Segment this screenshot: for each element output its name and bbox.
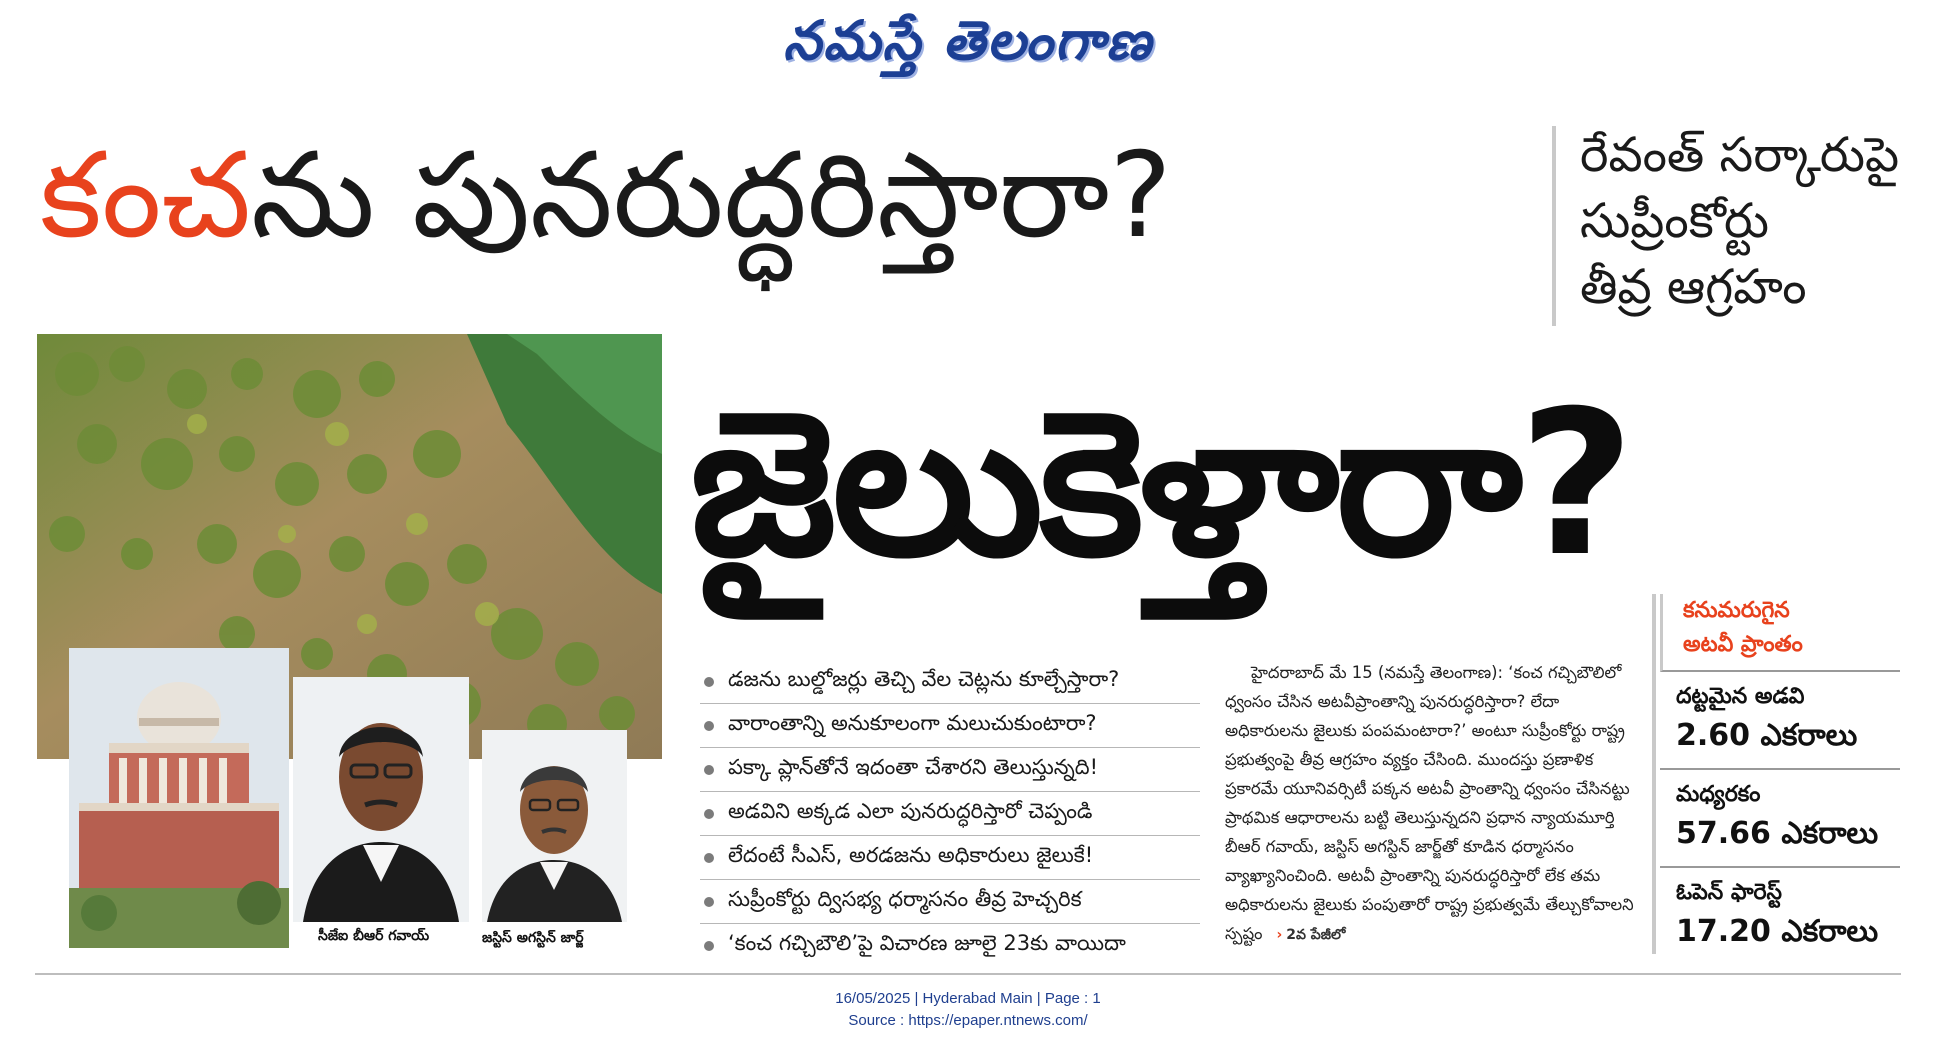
supreme-court-photo (69, 648, 289, 948)
footer-divider (35, 973, 1901, 975)
side-deck-line: తీవ్ర ఆగ్రహం (1580, 259, 1807, 315)
arrow-right-icon: › (1276, 927, 1283, 943)
list-item (700, 836, 1200, 880)
cji-caption: సీజేఐ బీఆర్ గవాయ్ (318, 928, 430, 944)
kicker-rest: ను పునరుద్ధరిస్తారా? (251, 126, 1172, 264)
list-item (700, 792, 1200, 836)
side-deck (1580, 122, 1920, 320)
fact-label: ఓపెన్ ఫారెస్ట్ (1676, 880, 1782, 905)
bullet-dot-icon (704, 941, 714, 951)
jump-link[interactable] (1276, 927, 1345, 943)
bullet-dot-icon (704, 853, 714, 863)
bullet-text: అడవిని అక్కడ ఎలా పునరుద్ధరిస్తారో చెప్పండి (728, 798, 1093, 823)
list-item (700, 748, 1200, 792)
story-paragraph (1225, 658, 1635, 950)
bullet-dot-icon (704, 809, 714, 819)
side-deck-line: రేవంత్ సర్కారుపై (1580, 127, 1900, 183)
cji-portrait-image (293, 677, 469, 922)
list-item (700, 704, 1200, 748)
fact-item (1660, 770, 1900, 868)
bullet-text: సుప్రీంకోర్టు ద్విసభ్య ధర్మాసనం తీవ్ర హెచ్చరిక (728, 886, 1082, 911)
bullet-dot-icon (704, 897, 714, 907)
bullet-dot-icon (704, 765, 714, 775)
bullet-text: ‘కంచ గచ్చిబౌలి’పై విచారణ జూలై 23కు వాయిదా (728, 930, 1126, 955)
side-deck-line: సుప్రీంకోర్టు (1580, 193, 1770, 249)
bullet-text: లేదంటే సీఎస్, అరడజను అధికారులు జైలుకే! (728, 842, 1094, 867)
supreme-court-image (69, 648, 289, 948)
factbox-divider (1652, 594, 1656, 954)
bullet-dot-icon (704, 721, 714, 731)
kicker-red-part: కంచ (40, 126, 252, 264)
fact-value: 57.66 ఎకరాలు (1676, 816, 1879, 851)
footer (0, 988, 1936, 1032)
factbox-title (1660, 594, 1900, 672)
jump-label: 2వ పేజీలో (1286, 927, 1346, 943)
factbox-title-line: కనుమరుగైన (1683, 598, 1790, 623)
footer-edition-info: 16/05/2025 | Hyderabad Main | Page : 1 (835, 990, 1101, 1007)
fact-value: 17.20 ఎకరాలు (1676, 914, 1879, 949)
cji-portrait-photo (293, 677, 469, 922)
factbox-title-line: అటవీ ప్రాంతం (1683, 632, 1803, 657)
fact-label: దట్టమైన అడవి (1676, 684, 1805, 709)
fact-value: 2.60 ఎకరాలు (1676, 718, 1858, 753)
bullet-dot-icon (704, 677, 714, 687)
list-item (700, 880, 1200, 924)
bullet-text: వారాంతాన్ని అనుకూలంగా మలుచుకుంటారా? (728, 710, 1097, 735)
masthead-logo: నమస్తే తెలంగాణ (783, 9, 1153, 72)
fact-item (1660, 672, 1900, 770)
factbox (1660, 594, 1900, 964)
main-headline: జైలుకెళ్తారా? (690, 368, 1631, 601)
story-body (1225, 658, 1635, 950)
justice-portrait-image (482, 730, 627, 922)
bullet-text: పక్కా ప్లాన్‌తోనే ఇదంతా చేశారని తెలుస్తున్నది! (728, 754, 1099, 779)
bullet-list (700, 660, 1200, 967)
list-item (700, 924, 1200, 967)
kicker-headline (40, 120, 1540, 270)
bullet-text: డజను బుల్డోజర్లు తెచ్చి వేల చెట్లను కూల్చేస్తారా? (728, 666, 1120, 691)
footer-source-link[interactable]: Source : https://epaper.ntnews.com/ (848, 1012, 1088, 1029)
story-text: హైదరాబాద్ మే 15 (నమస్తే తెలంగాణ): ‘కంచ గచ్చిబౌలిలో ధ్వంసం చేసిన అటవీప్రాంతాన్ని పునరుద్ధరిస్తారా? లేదా అధికారులను జైలుకు పంపమంటారా?’ అంటూ సుప్రీంకోర్టు రాష్ట్ర ప్రభుత్వంపై తీవ్ర ఆగ్రహం వ్యక్తం చేసింది. ముందస్తు ప్రణాళిక ప్రకారమే యూనివర్సిటీ పక్కన అటవీ ప్రాంతాన్ని ధ్వంసం చేసినట్టు ప్రాథమిక ఆధారాలను బట్టి తెలుస్తున్నదని ప్రధాన న్యాయమూర్తి బీఆర్ గవాయ్, జస్టిస్ అగస్టిన్ జార్జ్‌తో కూడిన ధర్మాసనం వ్యాఖ్యానించింది. అటవీ ప్రాంతాన్ని పునరుద్ధరిస్తారో లేక తమ అధికారులను జైలుకు పంపుతారో రాష్ట్ర ప్రభుత్వమే తేల్చుకోవాలని స్పష్టం (1225, 663, 1634, 943)
fact-label: మధ్యరకం (1676, 782, 1761, 807)
fact-item (1660, 868, 1900, 964)
justice-portrait-photo (482, 730, 627, 922)
side-deck-divider (1552, 126, 1556, 326)
list-item (700, 660, 1200, 704)
justice-caption: జస్టిస్ అగస్టిన్ జార్జ్ (482, 930, 584, 946)
